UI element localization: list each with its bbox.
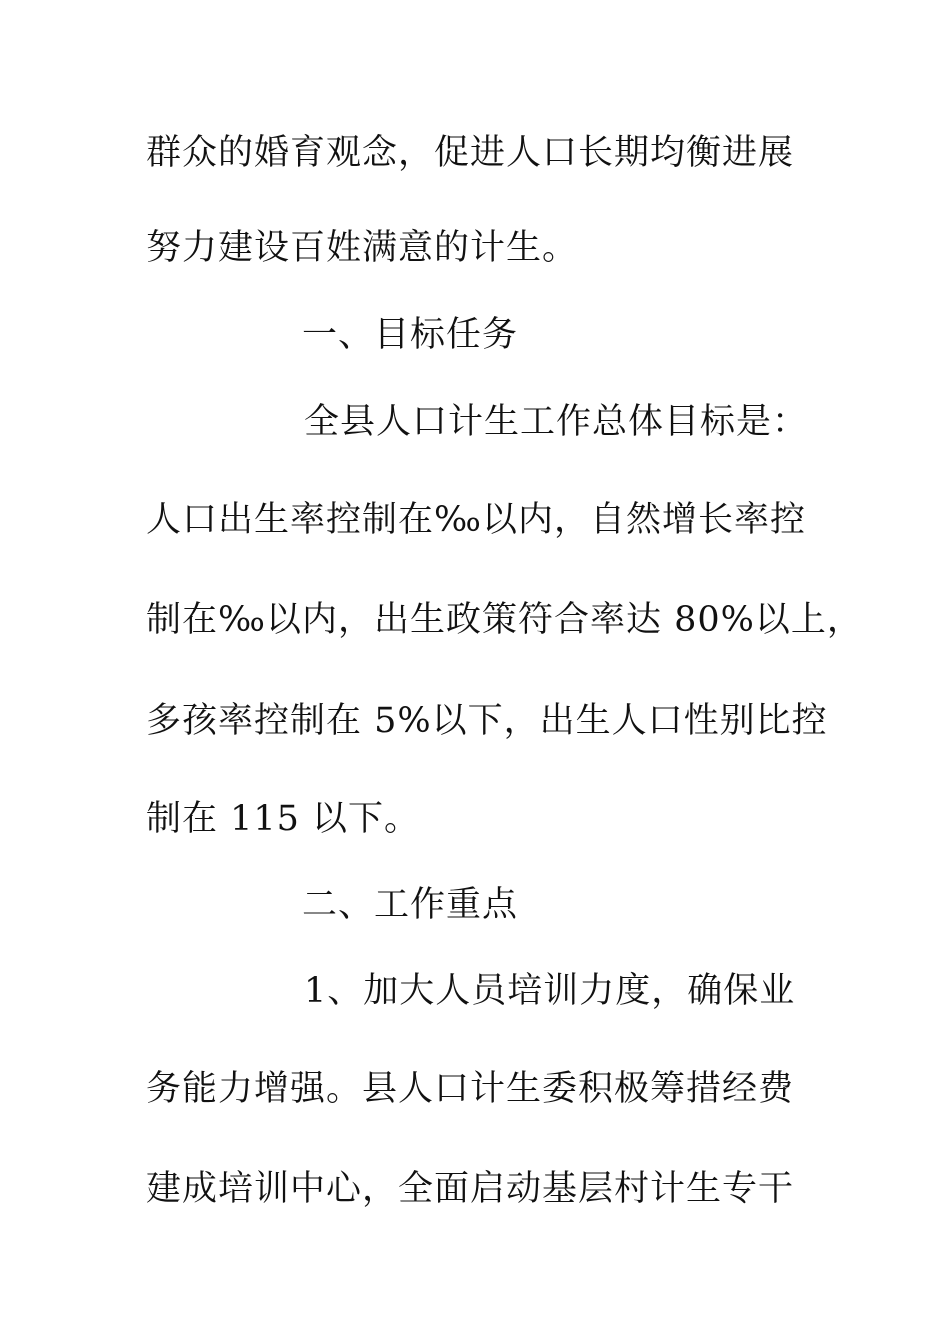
body-text-line: 群众的婚育观念，促进人口长期均衡进展 [146,133,795,173]
body-text-line: 务能力增强。县人口计生委积极筹措经费 [146,1069,795,1109]
section-heading-goals: 一、目标任务 [302,315,519,355]
body-text-line: 多孩率控制在 5%以下，出生人口性别比控 [146,701,828,741]
body-text-line: 人口出生率控制在‰以内，自然增长率控 [146,500,806,540]
body-text-line: 1、加大人员培训力度，确保业 [304,971,796,1011]
section-heading-key-work: 二、工作重点 [302,885,519,925]
body-text-line: 全县人口计生工作总体目标是： [304,402,809,442]
body-text-line: 制在 115 以下。 [146,799,421,839]
body-text-line: 制在‰以内，出生政策符合率达 80%以上， [146,600,863,640]
body-text-line: 努力建设百姓满意的计生。 [146,228,579,268]
body-text-line: 建成培训中心，全面启动基层村计生专干 [146,1169,795,1209]
